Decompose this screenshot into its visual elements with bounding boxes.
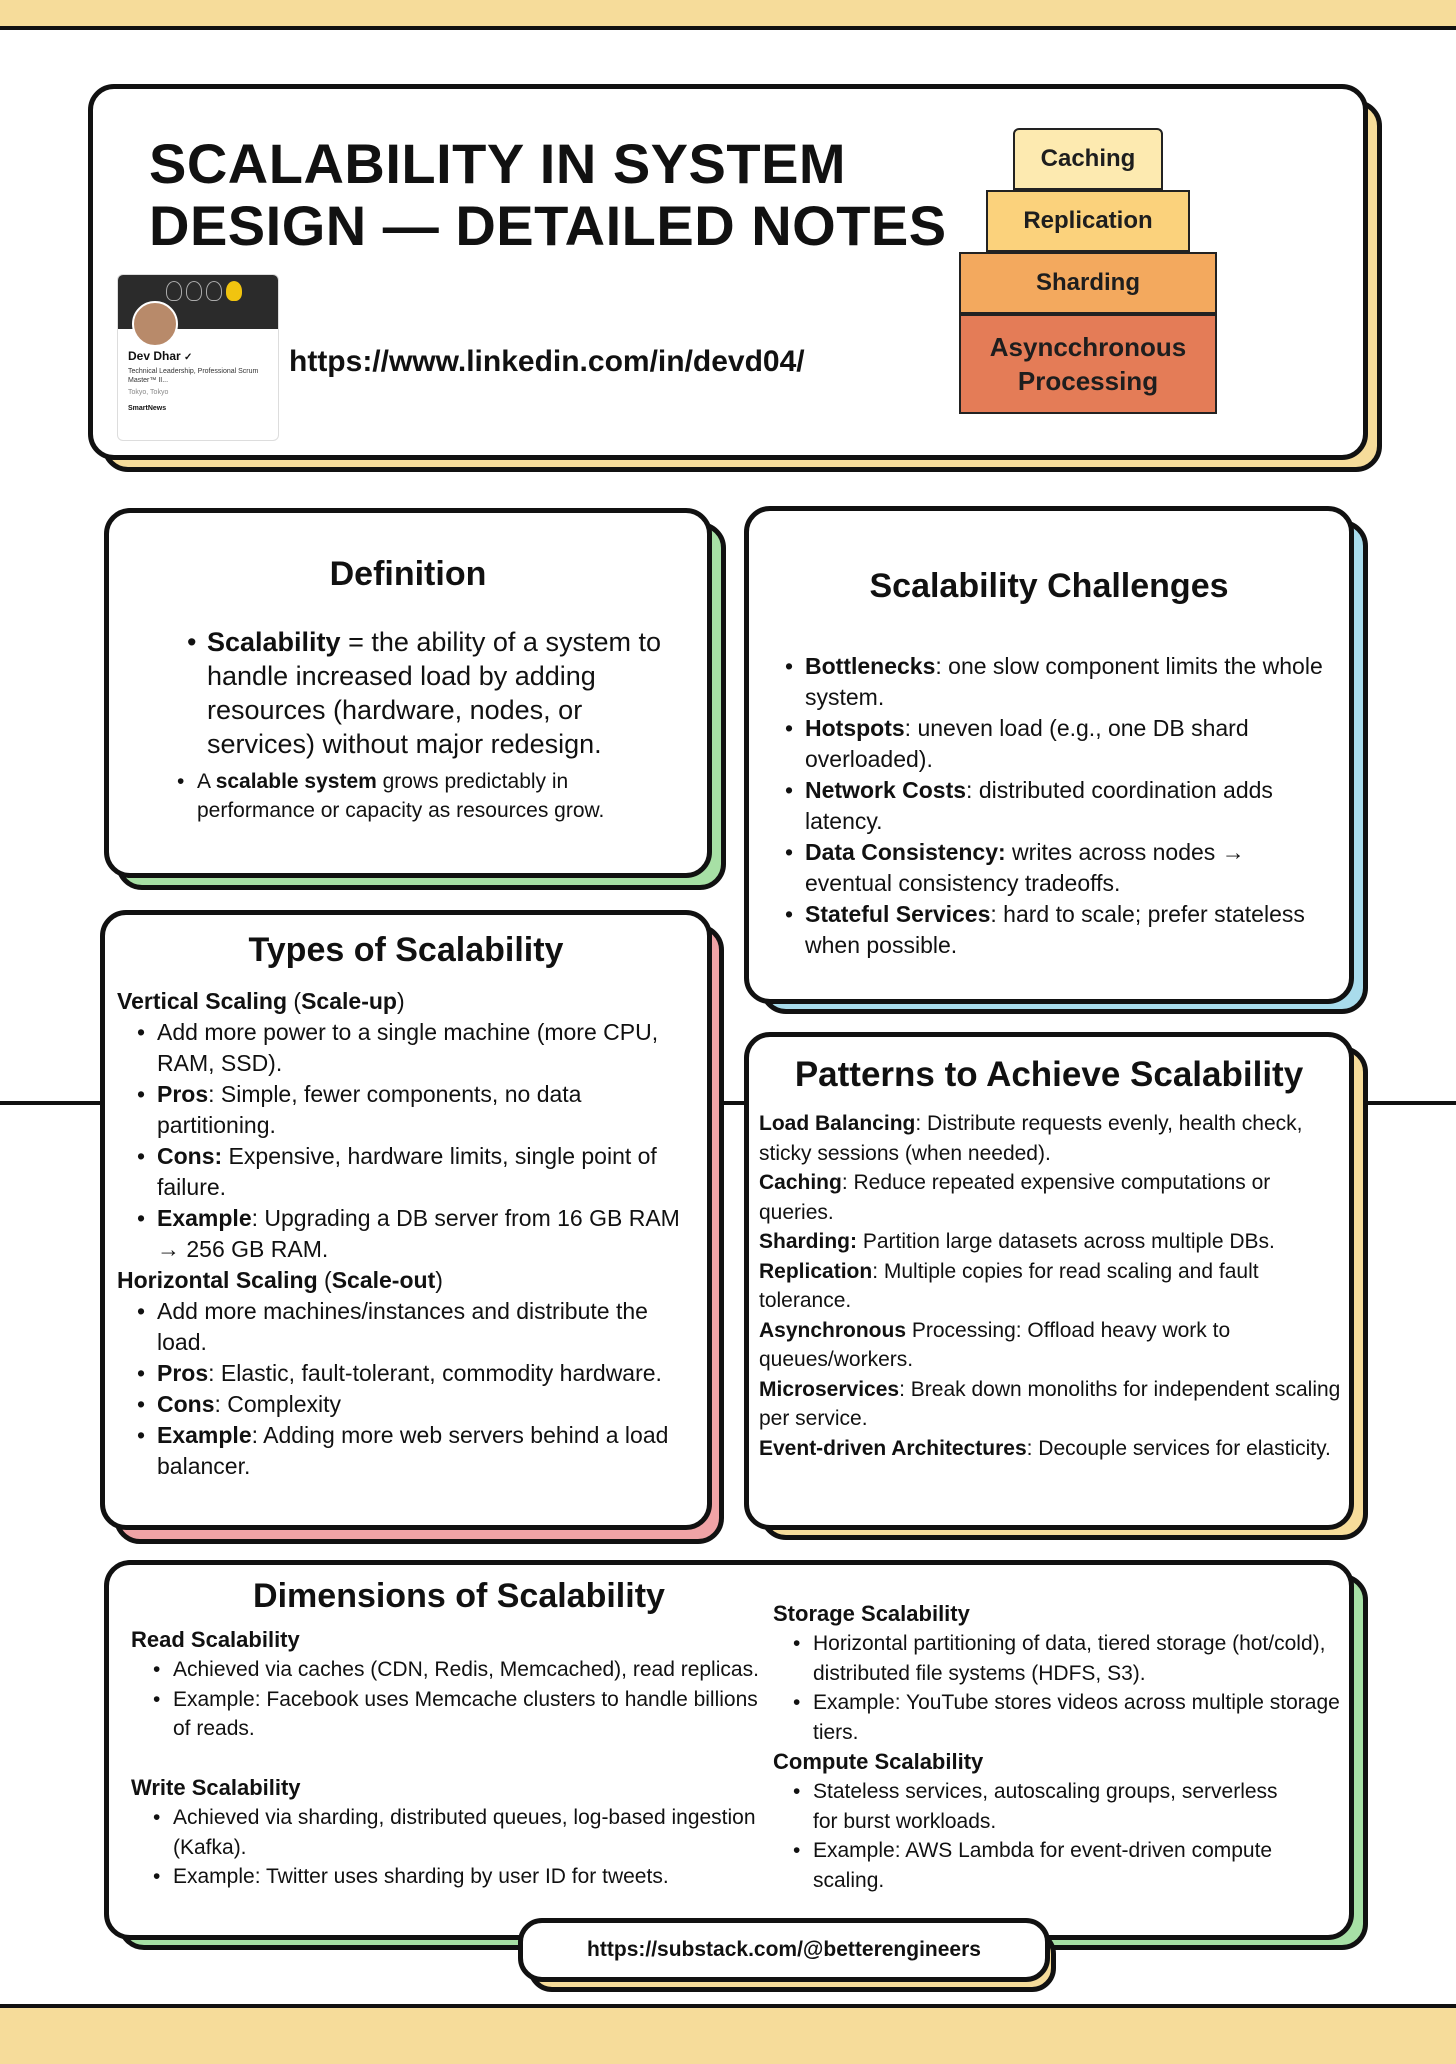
divider-left [0, 1101, 104, 1105]
definition-item: • A scalable system grows predictably in performance or capacity as resources grow. [197, 767, 667, 825]
definition-card [104, 508, 712, 878]
pattern-item: Asynchronous Processing: Offload heavy work to queues/workers. [759, 1318, 1231, 1371]
challenges-title: Scalability Challenges [869, 567, 1229, 605]
read-item: • Example: Facebook uses Memcache clusters to handle billions of reads. [173, 1685, 773, 1744]
lightbulb-icon [206, 281, 222, 301]
storage-list [813, 1629, 1343, 1747]
compute-heading: Compute Scalability [773, 1749, 984, 1774]
horizontal-heading: Horizontal Scaling (Scale-out) [117, 1267, 443, 1293]
definition-list [207, 625, 687, 761]
types-title: Types of Scalability [248, 931, 564, 969]
pyramid-sharding: Sharding [959, 252, 1217, 314]
storage-item: • Horizontal partitioning of data, tiered storage (hot/cold), distributed file systems (HDFS, S3). [813, 1629, 1343, 1688]
write-list [173, 1803, 773, 1892]
horizontal-item: • Example: Adding more web servers behind a load balancer. [157, 1420, 687, 1482]
challenge-item: • Data Consistency: writes across nodes → eventual consistency tradeoffs. [805, 837, 1335, 899]
page-title: SCALABILITY IN SYSTEM DESIGN — DETAILED NOTES [149, 132, 947, 257]
header-card [88, 84, 1368, 460]
horizontal-list [157, 1296, 687, 1482]
bottom-band [0, 2004, 1456, 2064]
vertical-heading: Vertical Scaling (Scale-up) [117, 988, 405, 1014]
challenge-item: • Hotspots: uneven load (e.g., one DB shard overloaded). [805, 713, 1335, 775]
compute-list [813, 1777, 1293, 1895]
horizontal-item: • Add more machines/instances and distribute the load. [157, 1296, 687, 1358]
vertical-item: • Example: Upgrading a DB server from 16 GB RAM → 256 GB RAM. [157, 1203, 687, 1265]
dimensions-title: Dimensions of Scalability [253, 1577, 665, 1615]
pyramid-caching: Caching [1013, 128, 1163, 190]
challenge-item: • Bottlenecks: one slow component limits the whole system. [805, 651, 1335, 713]
profile-desc: Technical Leadership, Professional Scrum Master™ II... [128, 368, 259, 384]
pattern-item: Replication: Multiple copies for read scaling and fault tolerance. [759, 1259, 1259, 1312]
pyramid-replication: Replication [986, 190, 1190, 252]
vertical-item: • Cons: Expensive, hardware limits, single point of failure. [157, 1141, 687, 1203]
linkedin-link[interactable]: https://www.linkedin.com/in/devd04/ [289, 345, 805, 378]
profile-location: Tokyo, Tokyo [128, 389, 169, 396]
divider-right [1360, 1101, 1456, 1105]
pyramid-async: Asyncchronous Processing [959, 314, 1217, 414]
write-item: • Example: Twitter uses sharding by user ID for tweets. [173, 1862, 773, 1892]
substack-link[interactable]: https://substack.com/@betterengineers [518, 1918, 1050, 1982]
patterns-list [759, 1109, 1344, 1463]
challenge-item: • Network Costs: distributed coordination adds latency. [805, 775, 1335, 837]
read-list [173, 1655, 773, 1744]
horizontal-item: • Pros: Elastic, fault-tolerant, commodity hardware. [157, 1358, 687, 1389]
write-item: • Achieved via sharding, distributed queues, log-based ingestion (Kafka). [173, 1803, 773, 1862]
pattern-item: Caching: Reduce repeated expensive computations or queries. [759, 1171, 1271, 1224]
challenge-item: • Stateful Services: hard to scale; prefer stateless when possible. [805, 899, 1335, 961]
patterns-card [744, 1032, 1354, 1530]
pattern-item: Load Balancing: Distribute requests evenly, health check, sticky sessions (when needed). [759, 1112, 1303, 1165]
profile-org: SmartNews [128, 405, 167, 412]
vertical-item: • Add more power to a single machine (more CPU, RAM, SSD). [157, 1017, 687, 1079]
storage-item: • Example: YouTube stores videos across multiple storage tiers. [813, 1688, 1343, 1747]
pattern-item: Event-driven Architectures: Decouple services for elasticity. [759, 1436, 1331, 1460]
definition-list-2 [197, 767, 667, 825]
challenges-card [744, 506, 1354, 1004]
compute-item: • Example: AWS Lambda for event-driven compute scaling. [813, 1836, 1293, 1895]
compute-item: • Stateless services, autoscaling groups, serverless for burst workloads. [813, 1777, 1293, 1836]
definition-item: • Scalability = the ability of a system to handle increased load by adding resources (hardware, nodes, or services) without major redesign. [207, 625, 687, 761]
dimensions-card [104, 1560, 1354, 1940]
top-band [0, 0, 1456, 30]
profile-card[interactable] [117, 274, 279, 441]
lightbulb-icon [226, 281, 242, 301]
horizontal-item: • Cons: Complexity [157, 1389, 687, 1420]
vertical-item: • Pros: Simple, fewer components, no data partitioning. [157, 1079, 687, 1141]
patterns-title: Patterns to Achieve Scalability [794, 1055, 1304, 1094]
challenges-list [805, 651, 1335, 961]
storage-heading: Storage Scalability [773, 1601, 970, 1626]
types-card [100, 910, 712, 1530]
pattern-item: Sharding: Partition large datasets across multiple DBs. [759, 1230, 1275, 1253]
definition-title: Definition [329, 555, 487, 593]
read-item: • Achieved via caches (CDN, Redis, Memcached), read replicas. [173, 1655, 773, 1685]
profile-name: Dev Dhar ✓ [128, 349, 193, 363]
write-heading: Write Scalability [131, 1775, 301, 1800]
read-heading: Read Scalability [131, 1627, 300, 1652]
vertical-list [157, 1017, 687, 1265]
pattern-item: Microservices: Break down monoliths for independent scaling per service. [759, 1377, 1341, 1430]
avatar [132, 301, 178, 347]
lightbulb-icon [186, 281, 202, 301]
lightbulb-icon [166, 281, 182, 301]
